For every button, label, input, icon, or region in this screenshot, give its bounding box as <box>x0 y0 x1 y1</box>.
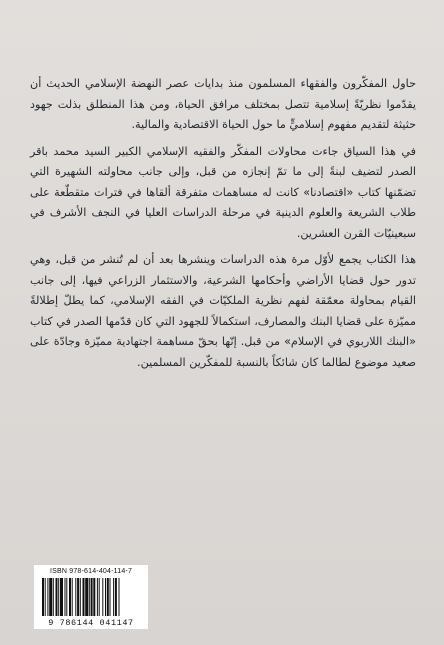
blurb-paragraph-3: هذا الكتاب يجمع لأوّل مرة هذه الدراسات وينشرها بعد أن لم تُنشر من قبل، وهي تدور حول قضايا الأراضي وأحكامها الشرعية، والاستثمار الزراعي فيها، إلى جانب القيام بمحاولة معمّقة لفهم نظرية الملكيّات في الفقه الإسلامي، كما يطلّ إطلالةً مميّزة على قضايا البنك والمصارف، استكمالاً للجهود التي كان قدّمها الصدر في كتاب «البنك اللاربوي في الإسلام» من قبل. إنّها بحقّ مساهمة اجتهادية مميّزة وجادّة على صعيد موضوع لطالما كان شائكاً بالنسبة للمفكّرين المسلمين. <box>30 253 416 369</box>
barcode-digits: 9 786144 041147 <box>48 618 134 628</box>
barcode-bars <box>42 578 140 616</box>
blurb-paragraph-1: حاول المفكّرون والفقهاء المسلمون منذ بدايات عصر النهضة الإسلامي الحديث أن يقدّموا نظريّةً إسلامية تتصل بمختلف مرافق الحياة، ومن هذا المنطلق بذلت جهود حثيثة لتقديم مفهوم إسلاميٍّ ما حول الحياة الاقتصادية والمالية. <box>30 77 416 131</box>
blurb-text <box>30 74 416 379</box>
blurb-paragraph-2: في هذا السياق جاءت محاولات المفكّر والفقيه الإسلامي الكبير السيد محمد باقر الصدر لتضيف لبنةً إلى ما تمّ إنجازه من قبل، وإلى جانب محاولته الشهيرة التي تضمّنها كتاب «اقتصادنا» كانت له مساهمات متفرقة ألقاها في فترات متقطّعة على طلاب الشريعة والعلوم الدينية في مرحلة الدراسات العليا في النجف الأشرف في سبعينيّات القرن العشرين. <box>30 144 416 240</box>
barcode-label <box>34 565 148 629</box>
isbn-text: ISBN 978-614-404-114-7 <box>49 568 133 575</box>
